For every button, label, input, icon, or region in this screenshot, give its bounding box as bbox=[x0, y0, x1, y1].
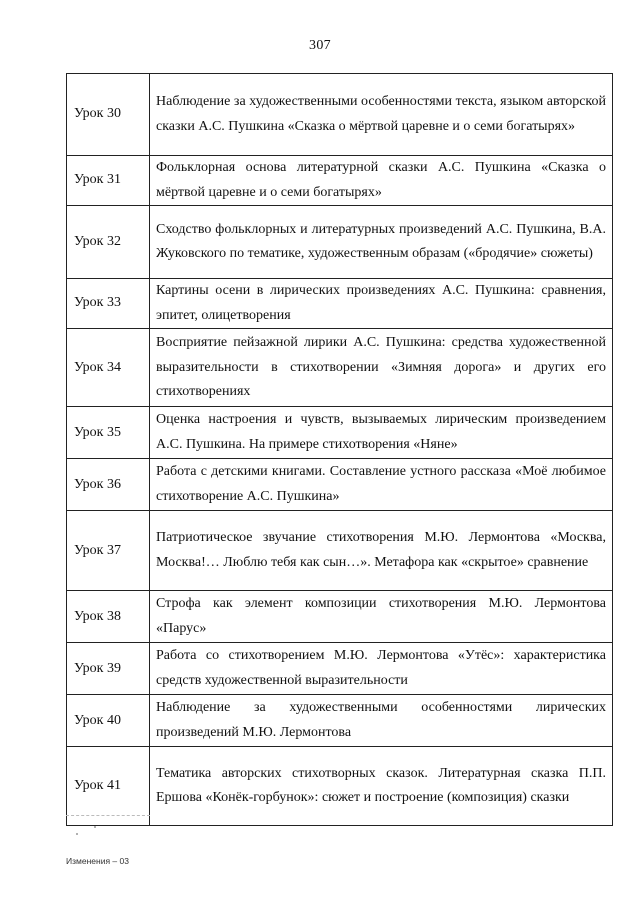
scan-artifact-line bbox=[66, 815, 150, 817]
lesson-topic: Сходство фольклорных и литературных произведений А.С. Пушкина, В.А. Жуковского по тематике, художественным образам («бродячие» сюжеты) bbox=[150, 206, 613, 279]
lesson-number: Урок 34 bbox=[67, 329, 150, 407]
scan-speck bbox=[76, 833, 78, 835]
lesson-plan-table bbox=[66, 73, 613, 826]
table-row bbox=[67, 695, 613, 747]
table-row bbox=[67, 407, 613, 459]
lesson-number: Урок 33 bbox=[67, 279, 150, 329]
table-row bbox=[67, 459, 613, 511]
lesson-number: Урок 41 bbox=[67, 747, 150, 826]
lesson-number: Урок 40 bbox=[67, 695, 150, 747]
lesson-topic: Наблюдение за художественными особенностями лирических произведений М.Ю. Лермонтова bbox=[150, 695, 613, 747]
lesson-topic: Наблюдение за художественными особенностями текста, языком авторской сказки А.С. Пушкина «Сказка о мёртвой царевне и о семи богатырях» bbox=[150, 74, 613, 156]
table-row bbox=[67, 279, 613, 329]
table-row bbox=[67, 329, 613, 407]
table-row bbox=[67, 511, 613, 591]
table-row bbox=[67, 74, 613, 156]
lesson-number: Урок 36 bbox=[67, 459, 150, 511]
table-row bbox=[67, 206, 613, 279]
table-row bbox=[67, 156, 613, 206]
lesson-topic: Фольклорная основа литературной сказки А.С. Пушкина «Сказка о мёртвой царевне и о семи богатырях» bbox=[150, 156, 613, 206]
revision-footer: Изменения – 03 bbox=[66, 856, 129, 866]
scan-speck bbox=[94, 826, 96, 828]
lesson-topic: Работа со стихотворением М.Ю. Лермонтова «Утёс»: характеристика средств художественной выразительности bbox=[150, 643, 613, 695]
lesson-number: Урок 31 bbox=[67, 156, 150, 206]
lesson-topic: Картины осени в лирических произведениях А.С. Пушкина: сравнения, эпитет, олицетворения bbox=[150, 279, 613, 329]
lesson-number: Урок 30 bbox=[67, 74, 150, 156]
lesson-number: Урок 39 bbox=[67, 643, 150, 695]
lesson-number: Урок 32 bbox=[67, 206, 150, 279]
lesson-number: Урок 37 bbox=[67, 511, 150, 591]
lesson-number: Урок 35 bbox=[67, 407, 150, 459]
table-row bbox=[67, 643, 613, 695]
table-row bbox=[67, 591, 613, 643]
lesson-topic: Строфа как элемент композиции стихотворения М.Ю. Лермонтова «Парус» bbox=[150, 591, 613, 643]
lesson-topic: Работа с детскими книгами. Составление устного рассказа «Моё любимое стихотворение А.С. Пушкина» bbox=[150, 459, 613, 511]
table-body bbox=[67, 74, 613, 826]
lesson-topic: Патриотическое звучание стихотворения М.Ю. Лермонтова «Москва, Москва!… Люблю тебя как сын…». Метафора как «скрытое» сравнение bbox=[150, 511, 613, 591]
lesson-topic: Оценка настроения и чувств, вызываемых лирическим произведением А.С. Пушкина. На примере стихотворения «Няне» bbox=[150, 407, 613, 459]
page-number: 307 bbox=[309, 38, 331, 53]
lesson-number: Урок 38 bbox=[67, 591, 150, 643]
lesson-topic: Восприятие пейзажной лирики А.С. Пушкина: средства художественной выразительности в стихотворении «Зимняя дорога» и других его стихотворениях bbox=[150, 329, 613, 407]
lesson-topic: Тематика авторских стихотворных сказок. Литературная сказка П.П. Ершова «Конёк-горбунок»: сюжет и построение (композиция) сказки bbox=[150, 747, 613, 826]
